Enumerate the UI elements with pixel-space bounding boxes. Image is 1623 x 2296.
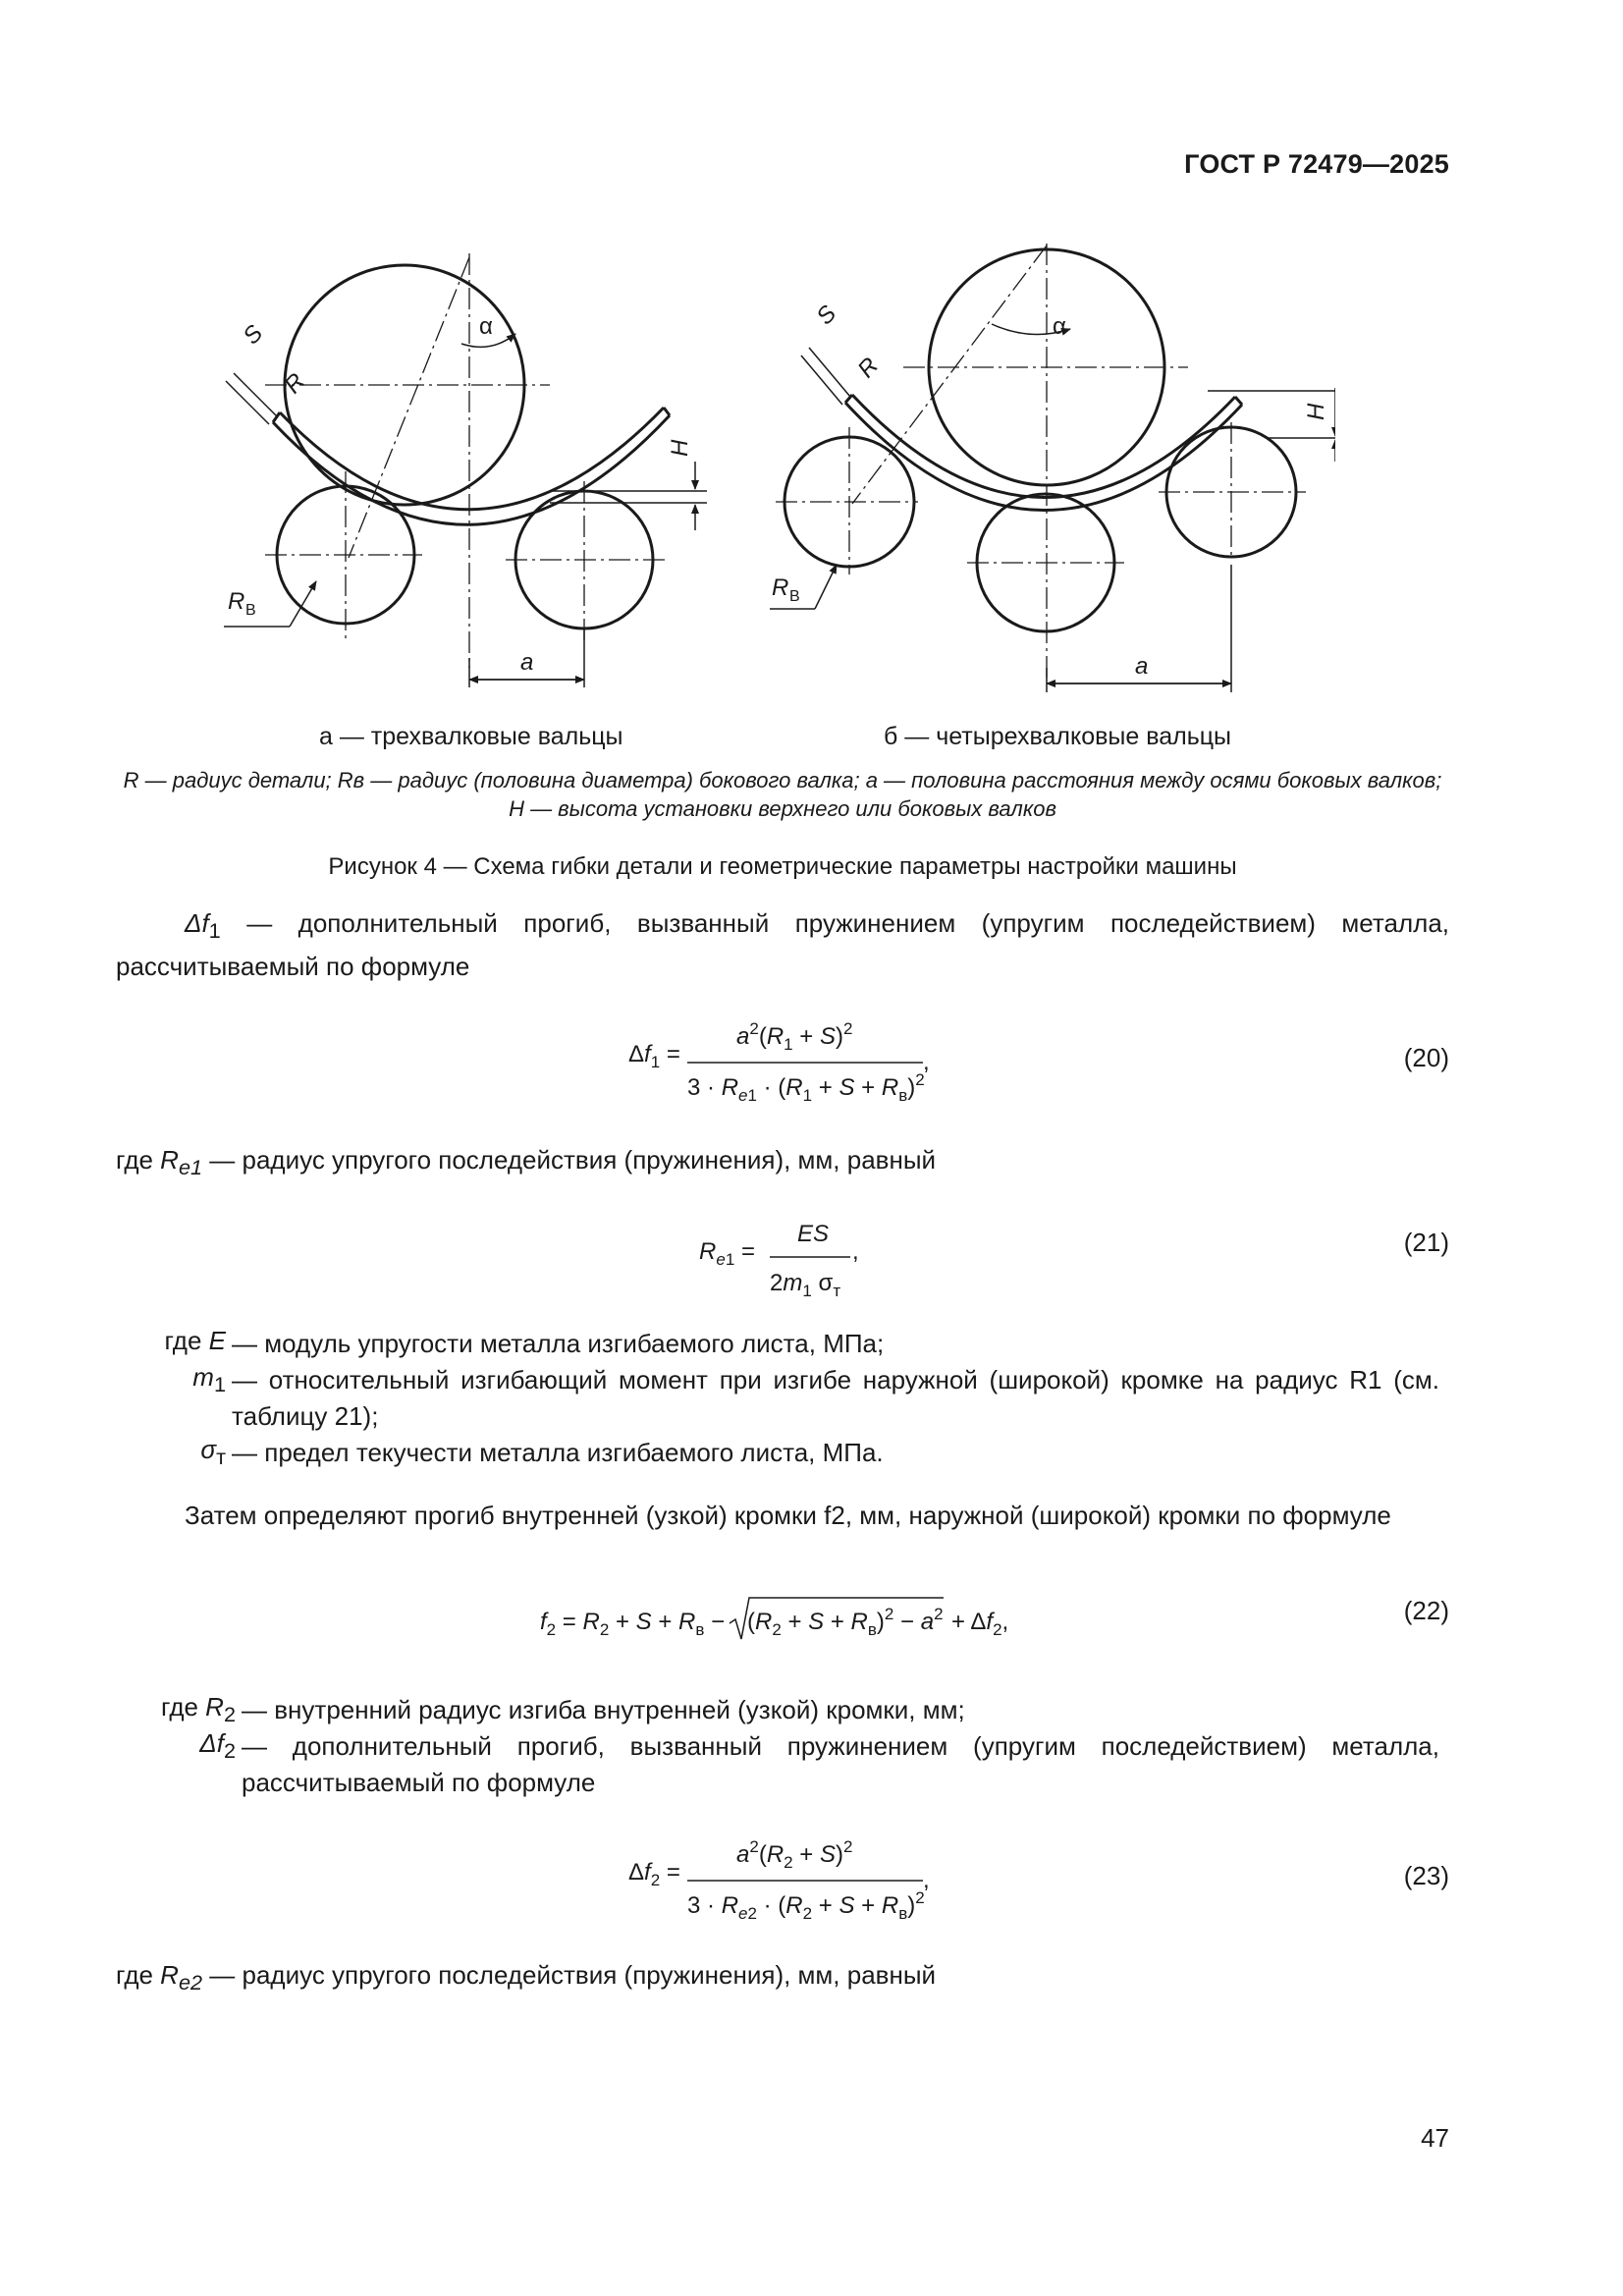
where-prefix: где — [116, 1145, 161, 1175]
definition-label: где E — [164, 1326, 226, 1355]
svg-text:a2(R1 + S)2: $a^2(R_1 + S)^2$ — [736, 1019, 853, 1054]
label-alpha: α — [479, 313, 493, 340]
formula-22 — [525, 1586, 1055, 1655]
figure-title: Рисунок 4 — Схема гибки детали и геометрические параметры настройки машины — [328, 853, 1237, 880]
symbol: Δf — [185, 908, 209, 938]
svg-text:ES: ES — [797, 1221, 830, 1247]
label-a: a — [1135, 653, 1149, 680]
page-number: 47 — [1421, 2123, 1449, 2153]
where-text: — радиус упругого последействия (пружинения), мм, равный — [202, 1960, 937, 1990]
definition-text: — предел текучести металла изгибаемого листа, МПа. — [232, 1438, 884, 1467]
formula-20 — [609, 1007, 962, 1115]
label-h: H — [1303, 403, 1329, 420]
definition-row — [116, 1362, 1449, 1435]
symbol-sub: e1 — [178, 1155, 203, 1180]
paragraph-text: — дополнительный прогиб, вызванный пружинением (упругим последействием) металла, рассчитываемый по формуле — [116, 908, 1449, 982]
figure-four-roll-diagram — [756, 236, 1335, 697]
figure-caption-a: а — трехвалковые вальцы — [319, 723, 623, 750]
figure-caption-b: б — четырехвалковые вальцы — [884, 723, 1232, 750]
definitions-eq22 — [116, 1692, 1449, 1801]
label-alpha: α — [1053, 313, 1066, 340]
where-re1 — [116, 1142, 1449, 1185]
symbol-sub: e2 — [178, 1970, 203, 1995]
label-r: R — [852, 353, 885, 384]
legend-line-1: R — радиус детали; Rв — радиус (половина диаметра) бокового валка; a — половина расстояния между осями боковых валков; — [123, 768, 1442, 793]
formula-23 — [609, 1825, 962, 1933]
svg-text:Δf1 =: $\Delta f_1$ = — [628, 1041, 680, 1071]
figure-legend — [116, 766, 1449, 823]
definition-row — [116, 1692, 1449, 1728]
definition-text: — дополнительный прогиб, вызванный пружинением (упругим последействием) металла, рассчитываемый по формуле — [242, 1731, 1439, 1797]
where-re2 — [116, 1957, 1449, 2000]
symbol: R — [160, 1960, 179, 1990]
svg-text:3 · Re1 · (R1 + S + Rв)2: $3 \cdot R_e1 \cdot (R_1 + S + R_в)^2$ — [687, 1070, 925, 1105]
figure-three-roll-diagram — [147, 246, 736, 697]
equation-number-23: (23) — [1403, 1861, 1449, 1890]
label-rv: R — [228, 588, 245, 615]
svg-text:+ Δf2,: + $\Delta f_2$, — [951, 1609, 1009, 1639]
definitions-eq21 — [116, 1326, 1449, 1471]
label-rv-sub: В — [245, 602, 256, 619]
definition-row — [116, 1728, 1449, 1801]
equation-number-21: (21) — [1403, 1228, 1449, 1257]
svg-text:Δf2 =: $\Delta f_2$ = — [628, 1859, 680, 1889]
label-s: S — [238, 320, 269, 351]
svg-text:Re1 =: $R_e1$ = — [699, 1238, 755, 1269]
label-a: a — [520, 649, 534, 676]
svg-text:a2(R2 + S)2: $a^2(R_2 + S)^2$ — [736, 1837, 853, 1872]
definition-label: $\Delta f_2$ — [199, 1728, 236, 1764]
label-rv-sub: В — [789, 588, 800, 605]
where-prefix: где — [116, 1960, 161, 1990]
definition-text: — модуль упругости металла изгибаемого листа, МПа; — [232, 1329, 885, 1358]
document-header: ГОСТ Р 72479—2025 — [1184, 149, 1449, 179]
equation-number-22: (22) — [1403, 1596, 1449, 1625]
symbol: R — [160, 1145, 179, 1175]
svg-text:f2 = R2 + S + Rв −: $f_2 = R_2 + S + R_в$ − — [540, 1609, 726, 1639]
definition-text: — внутренний радиус изгиба внутренней (узкой) кромки, мм; — [242, 1695, 965, 1724]
svg-text:2m1 σт: $2m_1$ $\sigma_т$ — [770, 1270, 841, 1300]
definition-row — [116, 1326, 1449, 1362]
paragraph-delta-f1 — [116, 905, 1449, 985]
svg-text:,: , — [923, 1867, 930, 1893]
where-text: — радиус упругого последействия (пружинения), мм, равный — [202, 1145, 937, 1175]
label-s: S — [811, 301, 842, 331]
definition-text: — относительный изгибающий момент при изгибе наружной (широкой) кромке на радиус R1 (см. таблицу 21); — [232, 1365, 1439, 1431]
definition-row — [116, 1435, 1449, 1471]
definition-label: $\sigma_т$ — [200, 1435, 226, 1470]
label-r: R — [279, 368, 311, 400]
svg-text:(R2 + S + Rв)2 − a2: $(R_2 + S + R_в)^2 - a^2$ — [747, 1605, 944, 1639]
paragraph-f2: Затем определяют прогиб внутренней (узкой) кромки f2, мм, наружной (широкой) кромки по формуле — [185, 1501, 1391, 1530]
svg-text:,: , — [852, 1238, 859, 1265]
svg-text:,: , — [923, 1049, 930, 1075]
formula-21 — [687, 1208, 923, 1306]
definition-label: $m_1$ — [192, 1362, 226, 1397]
definition-label: где $R_2$ — [161, 1692, 236, 1727]
label-h: H — [667, 439, 693, 457]
svg-text:3 · Re2 · (R2 + S + Rв)2: $3 \cdot R_e2 \cdot (R_2 + S + R_в)^2$ — [687, 1888, 925, 1923]
equation-number-20: (20) — [1403, 1043, 1449, 1072]
label-rv: R — [772, 574, 789, 601]
legend-line-2: H — высота установки верхнего или боковых валков — [509, 796, 1056, 821]
symbol-sub: 1 — [208, 918, 221, 944]
